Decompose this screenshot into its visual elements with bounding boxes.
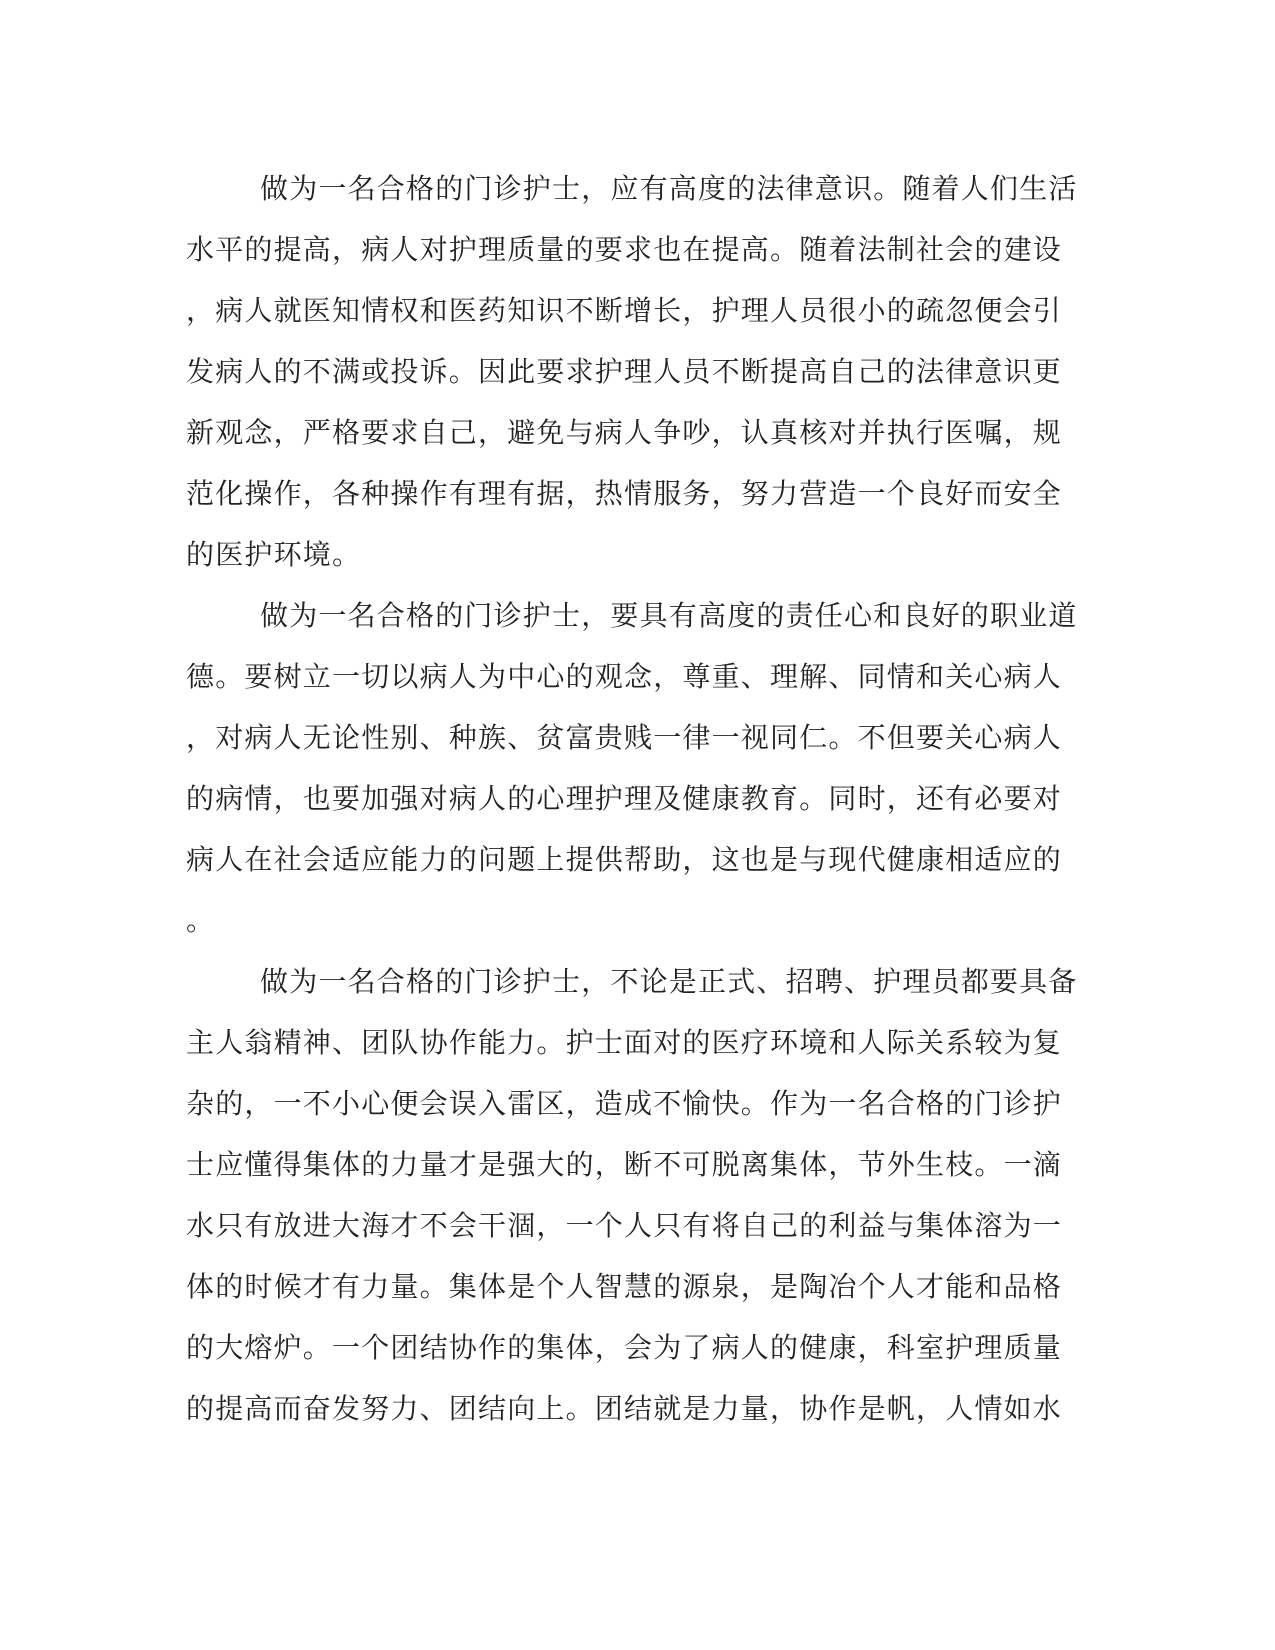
paragraph-3-line-7: 的大熔炉。一个团结协作的集体，会为了病人的健康，科室护理质量 bbox=[186, 1331, 1063, 1364]
paragraph-3-line-5: 水只有放进大海才不会干涸，一个人只有将自己的利益与集体溶为一 bbox=[186, 1209, 1063, 1242]
paragraph-3-line-3: 杂的，一不小心便会误入雷区，造成不愉快。作为一名合格的门诊护 bbox=[186, 1087, 1063, 1120]
paragraph-2-line-4: 的病情，也要加强对病人的心理护理及健康教育。同时，还有必要对 bbox=[186, 782, 1063, 815]
paragraph-2-line-6: 。 bbox=[186, 904, 216, 937]
paragraph-1-line-4: 发病人的不满或投诉。因此要求护理人员不断提高自己的法律意识更 bbox=[186, 355, 1063, 388]
paragraph-3-line-4: 士应懂得集体的力量才是强大的，断不可脱离集体，节外生枝。一滴 bbox=[186, 1148, 1063, 1181]
paragraph-3-line-6: 体的时候才有力量。集体是个人智慧的源泉，是陶冶个人才能和品格 bbox=[186, 1270, 1063, 1303]
paragraph-2-line-2: 德。要树立一切以病人为中心的观念，尊重、理解、同情和关心病人 bbox=[186, 660, 1063, 693]
paragraph-1-line-3: ，病人就医知情权和医药知识不断增长，护理人员很小的疏忽便会引 bbox=[186, 294, 1063, 327]
paragraph-2-line-5: 病人在社会适应能力的问题上提供帮助，这也是与现代健康相适应的 bbox=[186, 843, 1063, 876]
paragraph-1-line-1: 做为一名合格的门诊护士，应有高度的法律意识。随着人们生活 bbox=[260, 172, 1078, 205]
paragraph-1-line-7: 的医护环境。 bbox=[186, 538, 362, 571]
paragraph-2-line-1: 做为一名合格的门诊护士，要具有高度的责任心和良好的职业道 bbox=[260, 599, 1078, 632]
paragraph-3-line-2: 主人翁精神、团队协作能力。护士面对的医疗环境和人际关系较为复 bbox=[186, 1026, 1063, 1059]
body-text bbox=[186, 158, 1086, 1439]
paragraph-1-line-5: 新观念，严格要求自己，避免与病人争吵，认真核对并执行医嘱，规 bbox=[186, 416, 1063, 449]
paragraph-3-line-8: 的提高而奋发努力、团结向上。团结就是力量，协作是帆，人情如水 bbox=[186, 1392, 1063, 1425]
paragraph-1-line-6: 范化操作，各种操作有理有据，热情服务，努力营造一个良好而安全 bbox=[186, 477, 1063, 510]
paragraph-2-line-3: ，对病人无论性别、种族、贫富贵贱一律一视同仁。不但要关心病人 bbox=[186, 721, 1063, 754]
paragraph-1-line-2: 水平的提高，病人对护理质量的要求也在提高。随着法制社会的建设 bbox=[186, 233, 1063, 266]
paragraph-3-line-1: 做为一名合格的门诊护士，不论是正式、招聘、护理员都要具备 bbox=[260, 965, 1078, 998]
